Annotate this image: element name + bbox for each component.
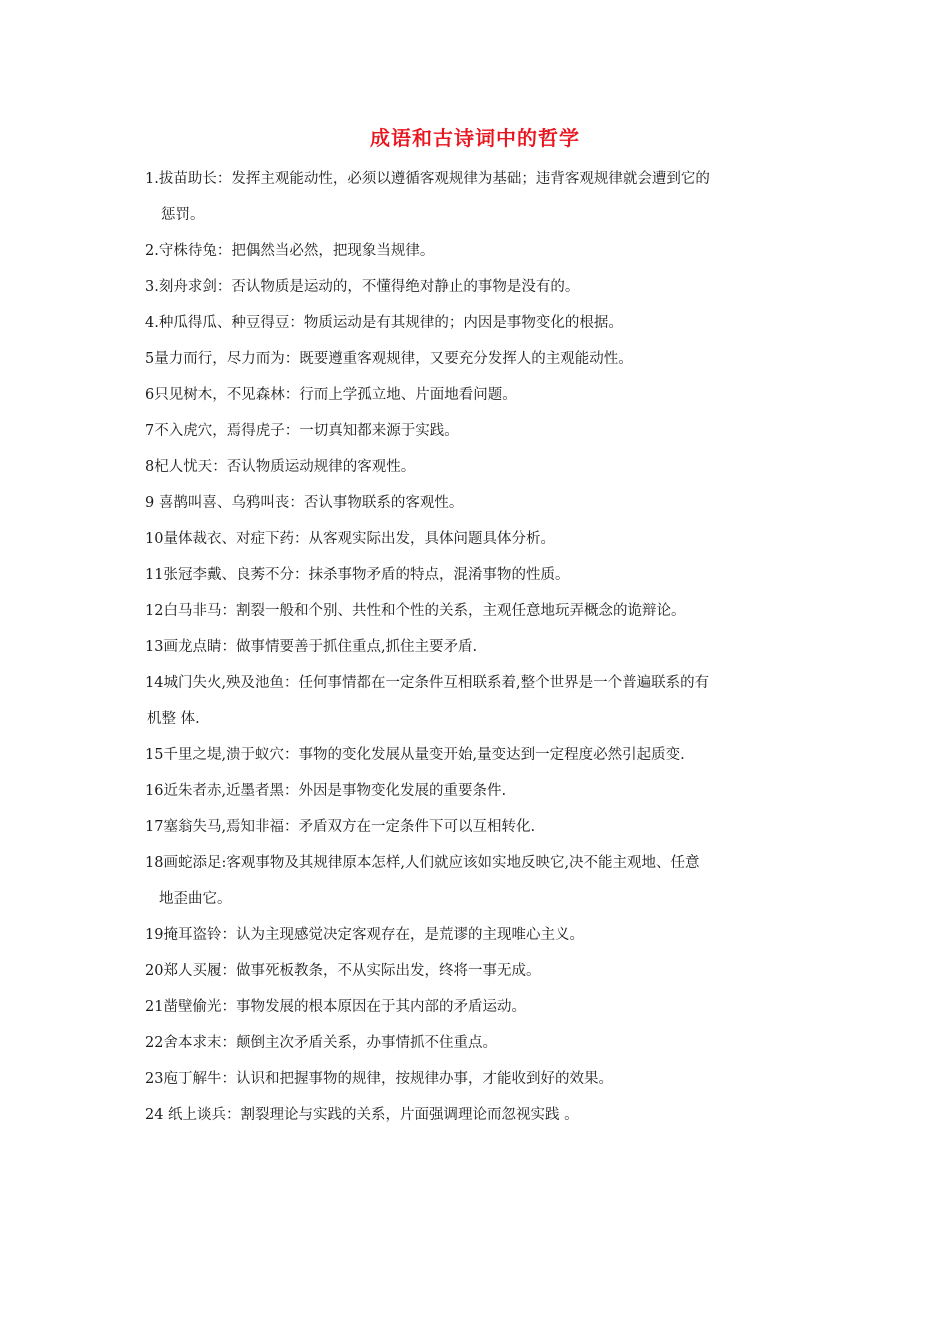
list-item (145, 350, 810, 368)
list-item-text: 14城门失火,殃及池鱼：任何事情都在一定条件互相联系着,整个世界是一个普遍联系的有 (145, 675, 710, 691)
list-item (145, 314, 810, 332)
list-item-text: 10量体裁衣、对症下药：从客观实际出发，具体问题具体分析。 (145, 531, 555, 547)
list-item-continuation: 地歪曲它。 (159, 891, 232, 907)
list-item (145, 854, 810, 908)
list-item-text: 3.刻舟求剑：否认物质是运动的，不懂得绝对静止的事物是没有的。 (145, 279, 580, 295)
list-item (145, 998, 810, 1016)
list-item-text: 8杞人忧天：否认物质运动规律的客观性。 (145, 459, 416, 475)
list-item (145, 386, 810, 404)
list-item (145, 278, 810, 296)
list-item-text: 11张冠李戴、良莠不分：抹杀事物矛盾的特点，混淆事物的性质。 (145, 567, 570, 583)
list-item (145, 782, 810, 800)
list-item-text: 1.拔苗助长：发挥主观能动性，必须以遵循客观规律为基础；违背客观规律就会遭到它的 (145, 171, 710, 187)
list-item-text: 16近朱者赤,近墨者黑：外因是事物变化发展的重要条件. (145, 783, 507, 799)
list-item (145, 818, 810, 836)
list-item-text: 5量力而行，尽力而为：既要遵重客观规律，又要充分发挥人的主观能动性。 (145, 351, 633, 367)
list-item (145, 530, 810, 548)
list-item-text: 19掩耳盗铃：认为主现感觉决定客观存在，是荒谬的主现唯心主义。 (145, 927, 584, 943)
list-item (145, 242, 810, 260)
list-item (145, 1034, 810, 1052)
list-item (145, 1106, 810, 1124)
list-item (145, 458, 810, 476)
list-item-continuation: 惩罚。 (161, 207, 205, 223)
list-item-text: 13画龙点睛：做事情要善于抓住重点,抓住主要矛盾. (145, 639, 478, 655)
list-item (145, 962, 810, 980)
list-item (145, 602, 810, 620)
list-item-text: 6只见树木，不见森林：行而上学孤立地、片面地看问题。 (145, 387, 517, 403)
list-item-text: 21凿壁偷光：事物发展的根本原因在于其内部的矛盾运动。 (145, 999, 526, 1015)
list-item-text: 2.守株待兔：把偶然当必然，把现象当规律。 (145, 243, 435, 259)
document-title: 成语和古诗词中的哲学 (370, 126, 580, 150)
list-item-text: 4.种瓜得瓜、种豆得豆：物质运动是有其规律的；内因是事物变化的根据。 (145, 315, 623, 331)
list-item-text: 18画蛇添足:客观事物及其规律原本怎样,人们就应该如实地反映它,决不能主观地、任意 (145, 855, 700, 871)
list-item-text: 7不入虎穴，焉得虎子：一切真知都来源于实践。 (145, 423, 459, 439)
list-item (145, 566, 810, 584)
list-item-text: 24 纸上谈兵：割裂理论与实践的关系，片面强调理论而忽视实践 。 (145, 1107, 579, 1123)
list-item-text: 22舍本求末：颠倒主次矛盾关系，办事情抓不住重点。 (145, 1035, 497, 1051)
list-item-text: 23庖丁解牛：认识和把握事物的规律，按规律办事，才能收到好的效果。 (145, 1071, 613, 1087)
list-item-text: 20郑人买履：做事死板教条，不从实际出发，终将一事无成。 (145, 963, 541, 979)
list-item-text: 9 喜鹊叫喜、乌鸦叫丧：否认事物联系的客观性。 (145, 495, 464, 511)
list-item (145, 1070, 810, 1088)
list-item (145, 170, 810, 224)
list-item-text: 12白马非马：割裂一般和个别、共性和个性的关系，主观任意地玩弄概念的诡辩论。 (145, 603, 686, 619)
list-item (145, 926, 810, 944)
list-item (145, 422, 810, 440)
list-item-continuation: 机整 体. (147, 711, 200, 727)
list-item (145, 638, 810, 656)
list-item (145, 494, 810, 512)
idiom-list (145, 170, 810, 1142)
list-item (145, 746, 810, 764)
list-item (145, 674, 810, 728)
list-item-text: 17塞翁失马,焉知非福：矛盾双方在一定条件下可以互相转化. (145, 819, 536, 835)
list-item-text: 15千里之堤,溃于蚁穴：事物的变化发展从量变开始,量变达到一定程度必然引起质变. (145, 747, 685, 763)
